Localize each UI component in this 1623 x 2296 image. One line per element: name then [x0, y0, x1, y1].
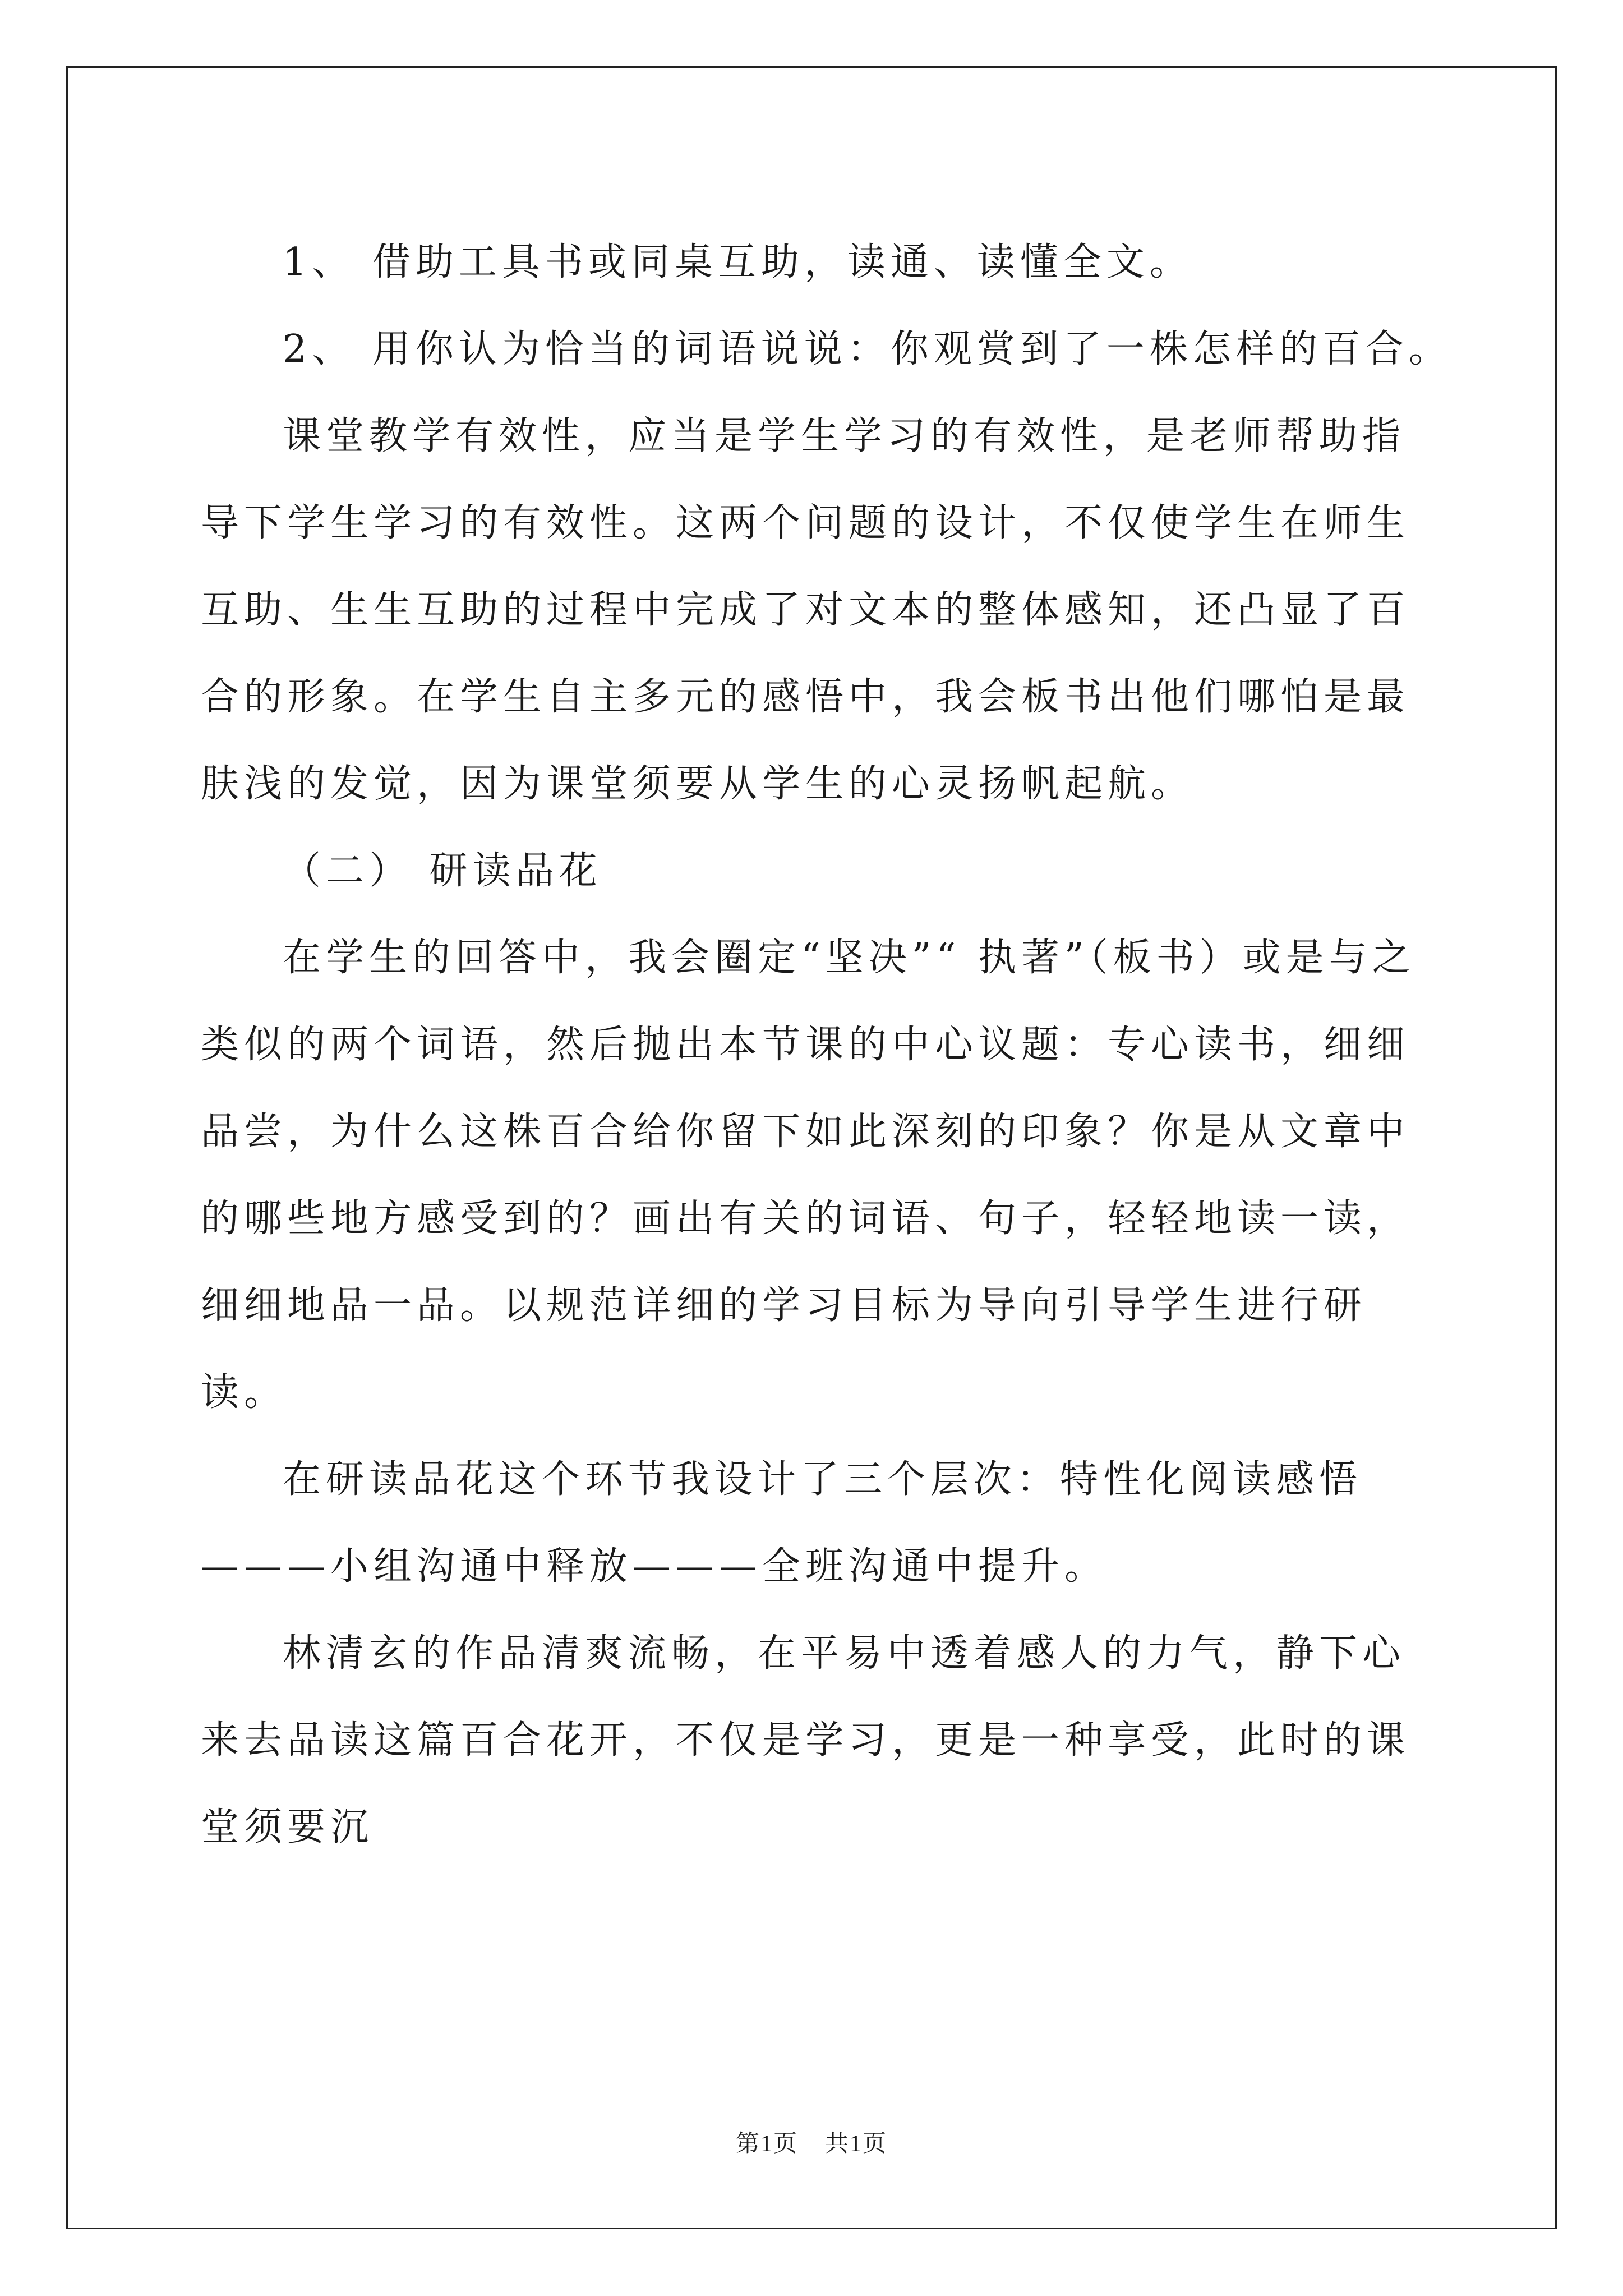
paragraph-1: 1、 借助工具书或同桌互助，读通、读懂全文。	[283, 240, 1193, 284]
paragraph-4: 在学生的回答中，我会圈定“坚决”“ 执著”（板书）或是与之类似的两个词语，然后抛出本节课的中心议题：专心读书，细细品尝，为什么这株百合给你留下如此深刻的印象？你是从文章中的哪些地方感受到的？画出有关的词语、句子，轻轻地读一读，细细地品一品。以规范详细的学习目标为导向引导学生进行研读。	[201, 936, 1415, 1415]
document-body	[201, 219, 1452, 1871]
paragraph-5: 在研读品花这个环节我设计了三个层次：特性化阅读感悟———小组沟通中释放———全班沟通中提升。	[201, 1457, 1363, 1589]
page-number: 第1页	[735, 2131, 798, 2157]
paragraph-2: 2、 用你认为恰当的词语说说：你观赏到了一株怎样的百合。	[283, 327, 1452, 371]
page-total: 共1页	[825, 2131, 888, 2157]
page-footer	[0, 2125, 1623, 2159]
section-heading: （二） 研读品花	[283, 849, 602, 893]
paragraph-3: 课堂教学有效性，应当是学生学习的有效性，是老师帮助指导下学生学习的有效性。这两个问题的设计，不仅使学生在师生互助、生生互助的过程中完成了对文本的整体感知，还凸显了百合的形象。在学生自主多元的感悟中，我会板书出他们哪怕是最肤浅的发觉，因为课堂须要从学生的心灵扬帆起航。	[201, 414, 1410, 806]
paragraph-6: 林清玄的作品清爽流畅，在平易中透着感人的力气，静下心来去品读这篇百合花开，不仅是学习，更是一种享受，此时的课堂须要沉	[201, 1631, 1410, 1849]
